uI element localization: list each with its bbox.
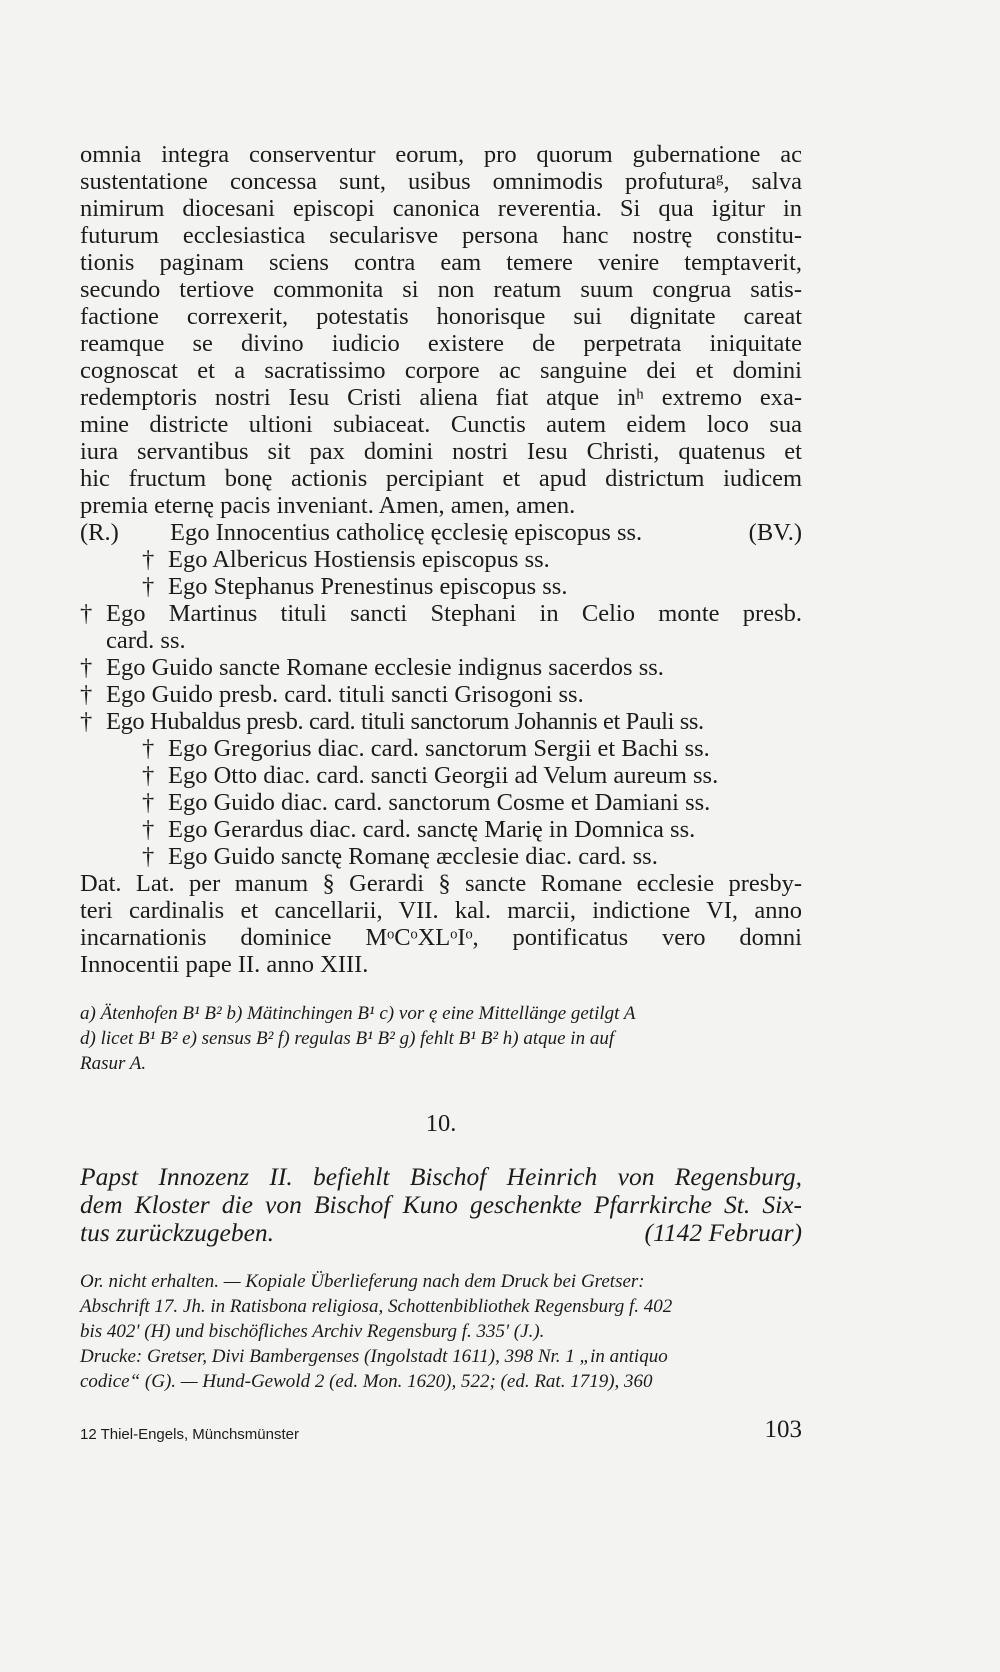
body-line: cognoscat et a sacratissimo corpore ac sanguine dei et domini: [80, 357, 802, 384]
bishop-subscription: † Ego Stephanus Prenestinus episcopus ss.: [142, 573, 568, 600]
body-line: mine districte ultioni subiaceat. Cunctis autem eidem loco sua: [80, 411, 802, 438]
priest-subscription-continuation: card. ss.: [106, 627, 186, 654]
regest-line: dem Kloster die von Bischof Kuno geschenkte Pfarrkirche St. Six-: [80, 1190, 802, 1219]
body-line: factione correxerit, potestatis honorisque sui dignitate careat: [80, 303, 802, 330]
tradition-line: codice“ (G). — Hund-Gewold 2 (ed. Mon. 1620), 522; (ed. Rat. 1719), 360: [80, 1371, 653, 1392]
bene-valete-mark: (BV.): [748, 519, 802, 546]
priest-subscription: † Ego Guido presb. card. tituli sancti Grisogoni ss.: [80, 681, 584, 708]
dating-line: Innocentii pape II. anno XIII.: [80, 951, 369, 978]
body-line: hic fructum bonę actionis percipiant et apud districtum iudicem: [80, 465, 802, 492]
priest-subscription: † Ego Martinus tituli sancti Stephani in Celio monte presb.: [80, 600, 802, 627]
pope-subscription: Ego Innocentius catholicę ęcclesię episcopus ss.: [170, 519, 643, 546]
deacon-subscription: † Ego Gregorius diac. card. sanctorum Sergii et Bachi ss.: [142, 735, 710, 762]
cross-icon: †: [142, 843, 155, 870]
cross-icon: †: [80, 654, 93, 681]
cross-icon: †: [80, 681, 93, 708]
body-line: sustentatione concessa sunt, usibus omnimodis profuturaᵍ, salva: [80, 168, 802, 195]
body-line: futurum ecclesiastica secularisve persona hanc nostrę constitu-: [80, 222, 802, 249]
regest-last-text: tus zurückzugeben.: [80, 1218, 275, 1247]
body-line: iura servantibus sit pax domini nostri Iesu Christi, quatenus et: [80, 438, 802, 465]
dating-line: incarnationis dominice MᵒCᵒXLᵒIᵒ, pontificatus vero domni: [80, 924, 802, 951]
cross-icon: †: [142, 816, 155, 843]
apparatus-line: Rasur A.: [80, 1053, 147, 1074]
body-line: redemptoris nostri Iesu Cristi aliena fiat atque inʰ extremo exa-: [80, 384, 802, 411]
cross-icon: †: [142, 762, 155, 789]
page-number: 103: [764, 1416, 802, 1443]
document-number: 10.: [425, 1110, 457, 1137]
cross-icon: †: [142, 573, 155, 600]
cross-icon: †: [142, 546, 155, 573]
deacon-subscription: † Ego Gerardus diac. card. sanctę Marię in Domnica ss.: [142, 816, 696, 843]
rota-mark: (R.): [80, 519, 119, 546]
pope-subscription-line: [80, 519, 802, 546]
cross-icon: †: [142, 735, 155, 762]
cross-icon: †: [80, 708, 92, 735]
bishop-subscription: † Ego Albericus Hostiensis episcopus ss.: [142, 546, 550, 573]
body-line: nimirum diocesani episcopi canonica reverentia. Si qua igitur in: [80, 195, 802, 222]
tradition-line: Or. nicht erhalten. — Kopiale Überlieferung nach dem Druck bei Gretser:: [80, 1271, 645, 1292]
cross-icon: †: [80, 600, 93, 627]
page: [80, 0, 802, 1672]
tradition-line: Abschrift 17. Jh. in Ratisbona religiosa, Schottenbibliothek Regensburg f. 402: [80, 1296, 673, 1317]
tradition-line: bis 402' (H) und bischöfliches Archiv Regensburg f. 335' (J.).: [80, 1321, 545, 1342]
dating-line: Dat. Lat. per manum § Gerardi § sancte Romane ecclesie presby-: [80, 870, 802, 897]
apparatus-line: d) licet B¹ B² e) sensus B² f) regulas B¹ B² g) fehlt B¹ B² h) atque in auf: [80, 1028, 615, 1049]
apparatus-line: a) Ätenhofen B¹ B² b) Mätinchingen B¹ c) vor ę eine Mittellänge getilgt A: [80, 1003, 636, 1024]
regest-date: (1142 Februar): [644, 1218, 802, 1247]
deacon-subscription: † Ego Guido diac. card. sanctorum Cosme et Damiani ss.: [142, 789, 711, 816]
deacon-subscription: † Ego Guido sanctę Romanę æcclesie diac. card. ss.: [142, 843, 658, 870]
dating-line: teri cardinalis et cancellarii, VII. kal. marcii, indictione VI, anno: [80, 897, 802, 924]
priest-subscription: † Ego Guido sancte Romane ecclesie indignus sacerdos ss.: [80, 654, 664, 681]
priest-subscription: † Ego Hubaldus presb. card. tituli sanctorum Johannis et Pauli ss.: [80, 708, 704, 735]
cross-icon: †: [142, 789, 155, 816]
body-line: tionis paginam sciens contra eam temere venire temptaverit,: [80, 249, 802, 276]
deacon-subscription: † Ego Otto diac. card. sancti Georgii ad Velum aureum ss.: [142, 762, 719, 789]
regest-line: [80, 1219, 802, 1247]
tradition-line: Drucke: Gretser, Divi Bambergenses (Ingolstadt 1611), 398 Nr. 1 „in antiquo: [80, 1346, 668, 1367]
body-line: premia eternę pacis inveniant. Amen, amen, amen.: [80, 492, 576, 519]
regest-line: Papst Innozenz II. befiehlt Bischof Heinrich von Regensburg,: [80, 1162, 802, 1191]
body-line: secundo tertiove commonita si non reatum suum congrua satis-: [80, 276, 802, 303]
body-line: reamque se divino iudicio existere de perpetrata iniquitate: [80, 330, 802, 357]
signature-mark: 12 Thiel-Engels, Münchsmünster: [80, 1426, 299, 1443]
body-line: omnia integra conserventur eorum, pro quorum gubernatione ac: [80, 141, 802, 168]
